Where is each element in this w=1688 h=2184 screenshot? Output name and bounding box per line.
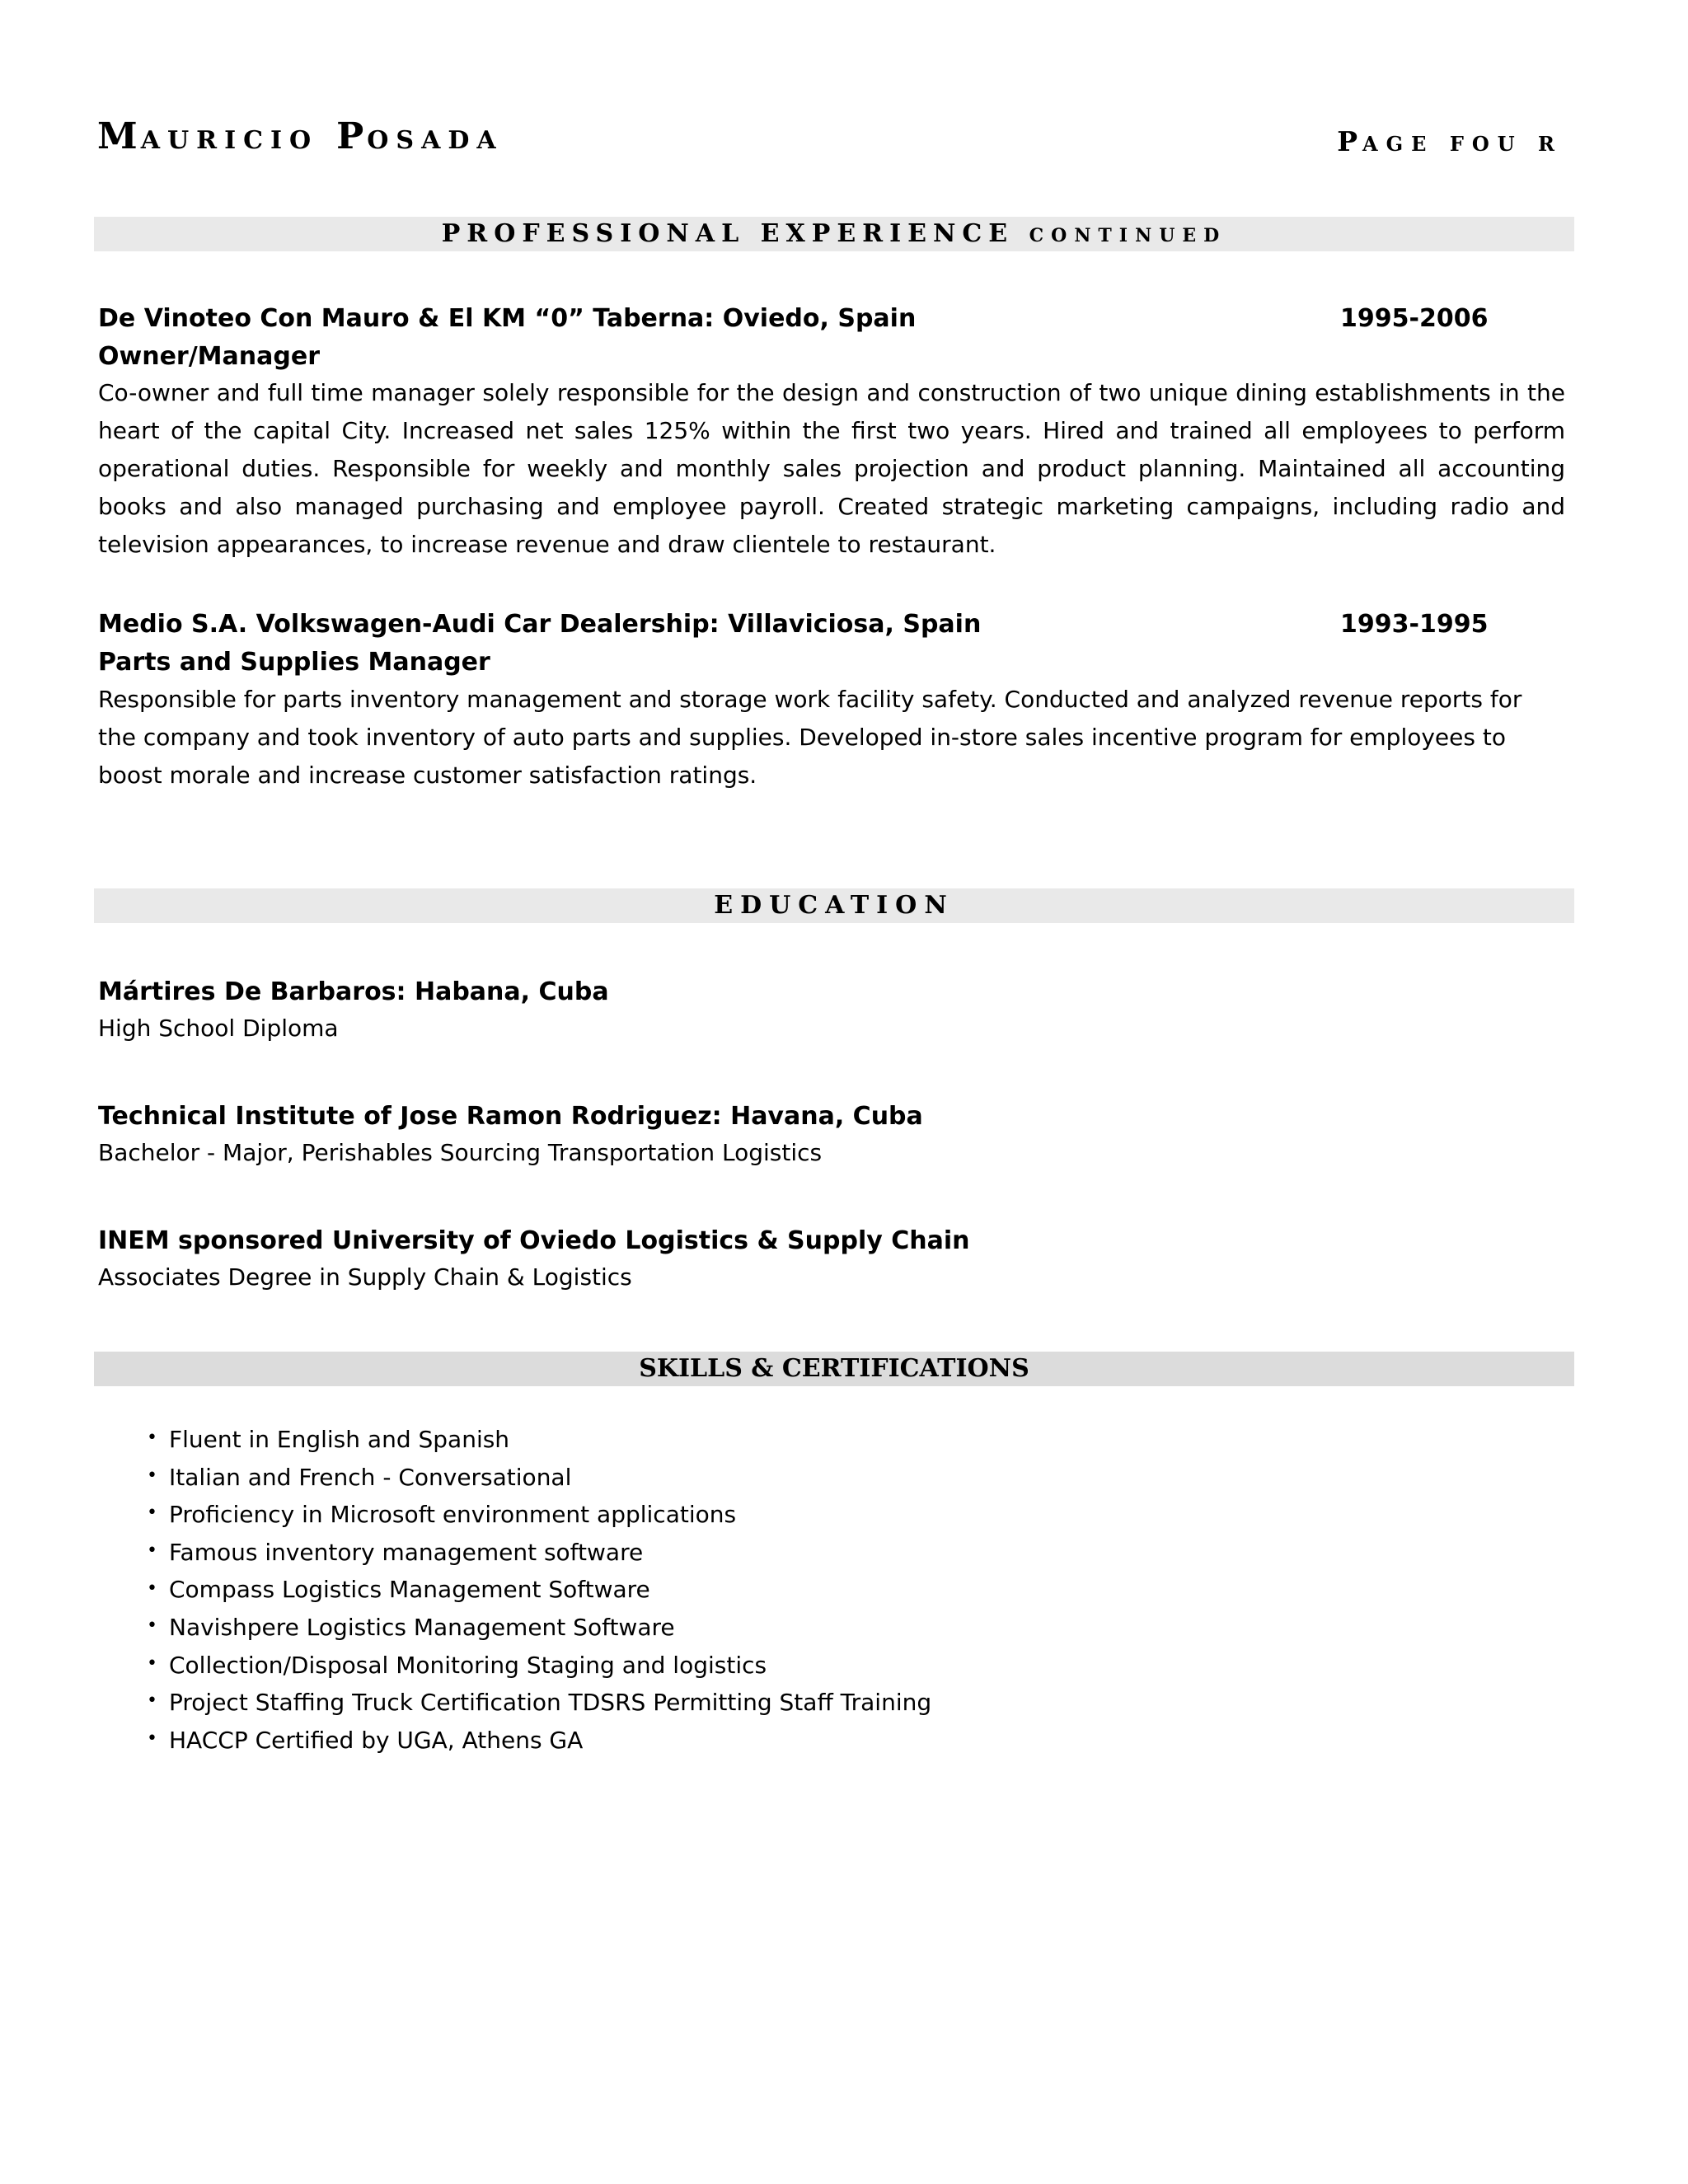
list-item [147, 1534, 931, 1572]
list-item [147, 1647, 931, 1685]
skill-text: Proficiency in Microsoft environment applications [169, 1501, 737, 1529]
education-school: Mártires De Barbaros: Habana, Cuba [98, 977, 609, 1006]
job-description: Co-owner and full time manager solely responsible for the design and construction of two unique dining establishments in the heart of the capital City. Increased net sales 125% within the first two years. Hired and trained all employees to perform operational duties. Responsible for weekly and monthly sales projection and product planning. Maintained all accounting books and also managed purchasing and employee payroll. Created strategic marketing campaigns, including radio and television appearances, to increase revenue and draw clientele to restaurant. [98, 379, 1565, 558]
list-item [147, 1722, 931, 1760]
job-dates: 1995-2006 [1340, 304, 1489, 333]
bullet-icon: • [147, 1502, 157, 1524]
list-item [147, 1496, 931, 1534]
skill-text: Project Staffing Truck Certification TDSRS Permitting Staff Training [169, 1689, 932, 1717]
list-item [147, 1421, 931, 1459]
name-last-initial: P [336, 115, 368, 157]
education-school: INEM sponsored University of Oviedo Logistics & Supply Chain [98, 1226, 970, 1255]
job-role: Owner/Manager [98, 342, 320, 371]
job-employer: De Vinoteo Con Mauro & El KM “0” Taberna: Oviedo, Spain [98, 304, 917, 333]
skill-text: Famous inventory management software [169, 1538, 644, 1566]
skill-text: Collection/Disposal Monitoring Staging and logistics [169, 1651, 767, 1679]
bullet-icon: • [147, 1577, 157, 1599]
job-employer: Medio S.A. Volkswagen-Audi Car Dealership: Villaviciosa, Spain [98, 610, 982, 639]
skill-text: Italian and French - Conversational [169, 1463, 572, 1491]
education-degree: Associates Degree in Supply Chain & Logistics [98, 1263, 632, 1291]
education-school: Technical Institute of Jose Ramon Rodriguez: Havana, Cuba [98, 1102, 923, 1131]
bullet-icon: • [147, 1465, 157, 1486]
list-item [147, 1571, 931, 1609]
skill-text: Compass Logistics Management Software [169, 1576, 650, 1604]
page-number-label [1337, 125, 1563, 157]
page-label-initial: P [1337, 125, 1363, 157]
skills-list [147, 1421, 931, 1759]
skill-text: Fluent in English and Spanish [169, 1426, 510, 1453]
candidate-name [97, 115, 504, 157]
name-last-rest: OSADA [367, 126, 504, 155]
list-item [147, 1459, 931, 1497]
bullet-icon: • [147, 1427, 157, 1449]
name-first-rest: AURICIO [140, 126, 319, 155]
name-first-initial: M [97, 115, 141, 157]
education-degree: Bachelor - Major, Perishables Sourcing Transportation Logistics [98, 1139, 823, 1166]
experience-heading: PROFESSIONAL EXPERIENCE [441, 219, 1015, 248]
education-degree: High School Diploma [98, 1015, 339, 1042]
list-item [147, 1609, 931, 1647]
job-dates: 1993-1995 [1340, 610, 1489, 639]
page-label-rest: AGE FOU R [1362, 132, 1563, 156]
bullet-icon: • [147, 1690, 157, 1712]
section-bar-experience [94, 217, 1574, 251]
job-description: Responsible for parts inventory management and storage work facility safety. Conducted and analyzed revenue reports for the company and took inventory of auto parts and supplies. Developed in-store sales incentive program for employees to boost morale and increase customer satisfaction ratings. [98, 686, 1522, 789]
experience-heading-suffix: CONTINUED [1029, 225, 1227, 246]
bullet-icon: • [147, 1615, 157, 1637]
bullet-icon: • [147, 1540, 157, 1561]
skill-text: HACCP Certified by UGA, Athens GA [169, 1726, 584, 1754]
skill-text: Navishpere Logistics Management Software [169, 1613, 675, 1641]
bullet-icon: • [147, 1727, 157, 1749]
list-item [147, 1684, 931, 1722]
bullet-icon: • [147, 1652, 157, 1674]
section-bar-education: EDUCATION [94, 888, 1574, 923]
job-role: Parts and Supplies Manager [98, 648, 490, 677]
section-bar-skills: SKILLS & CERTIFICATIONS [94, 1352, 1574, 1386]
